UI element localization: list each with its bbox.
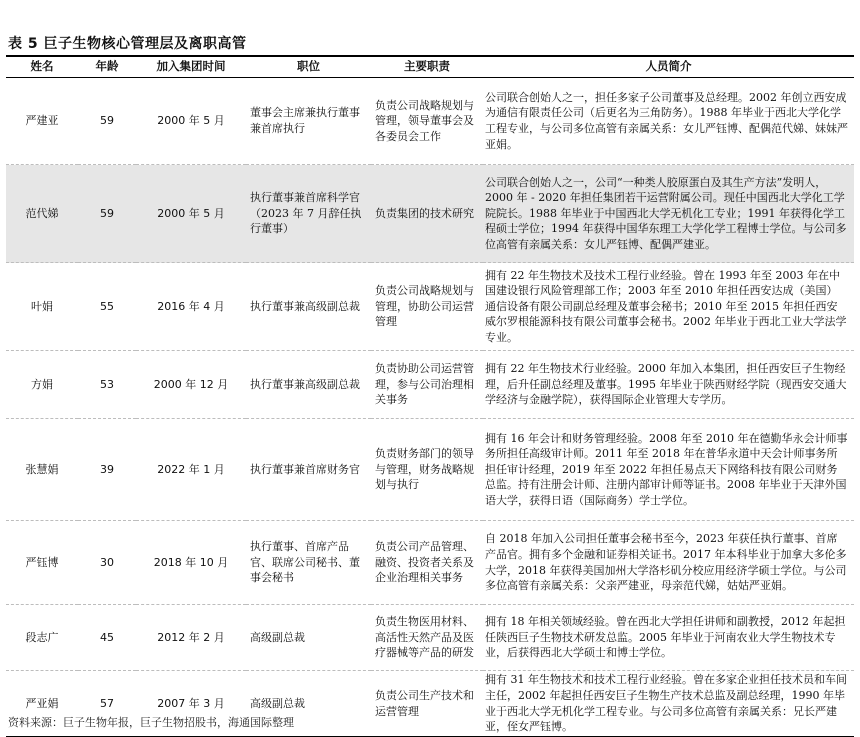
cell-duty: 负责财务部门的领导与管理，财务战略规划与执行 (371, 419, 483, 521)
cell-bio: 拥有 22 年生物技术及技术工程行业经验。曾在 1993 年至 2003 年在中国建设银行风险管理部工作；2003 年至 2010 年担任西安达成（美国）通信设备有限公司副总经理及董事会秘书；2010 年至 2015 年担任西安威尔罗根能源科技有限公司董事会秘书。2002 年毕业于西北工业大学法学专业。 (483, 263, 854, 351)
cell-name: 严建亚 (6, 78, 78, 165)
table-title: 表 5 巨子生物核心管理层及离职高管 (8, 36, 247, 52)
cell-duty: 负责公司产品管理、融资、投资者关系及企业治理相关事务 (371, 521, 483, 605)
header-name: 姓名 (6, 57, 78, 78)
cell-age: 55 (78, 263, 136, 351)
cell-age: 39 (78, 419, 136, 521)
cell-bio: 拥有 16 年会计和财务管理经验。2008 年至 2010 年在德勤华永会计师事务所担任高级审计师。2011 年至 2018 年在普华永道中天会计师事务所担任审计经理，2019 年至 2022 年担任易点天下网络科技有限公司财务总监。持有注册会计师、注册内部审计师等证书。2008 年毕业于天津外国语大学，获得日语（国际商务）学士学位。 (483, 419, 854, 521)
cell-joined: 2016 年 4 月 (136, 263, 246, 351)
cell-position: 执行董事兼高级副总裁 (246, 351, 371, 419)
management-table (6, 57, 854, 737)
table-row (6, 78, 854, 165)
cell-name: 严钰博 (6, 521, 78, 605)
cell-bio: 公司联合创始人之一，担任多家子公司董事及总经理。2002 年创立西安成为通信有限责任公司（后更名为三角防务）。1988 年毕业于西北大学化学工程专业，与公司多位高管有亲属关系：女儿严钰博、配偶范代娣、妹妹严亚娟。 (483, 78, 854, 165)
cell-bio: 拥有 31 年生物技术和技术工程行业经验。曾在多家企业担任技术员和车间主任，2002 年起担任西安巨子生物生产技术总监及副总经理，1990 年毕业于西北大学无机化学工程专业。与公司多位高管有亲属关系：兄长严建亚，侄女严钰博。 (483, 671, 854, 737)
cell-position: 高级副总裁 (246, 605, 371, 671)
header-joined: 加入集团时间 (136, 57, 246, 78)
cell-joined: 2022 年 1 月 (136, 419, 246, 521)
header-age: 年龄 (78, 57, 136, 78)
source-note: 资料来源：巨子生物年报，巨子生物招股书，海通国际整理 (8, 716, 294, 729)
cell-position: 执行董事兼首席科学官（2023 年 7 月辞任执行董事） (246, 165, 371, 263)
cell-name: 张慧娟 (6, 419, 78, 521)
cell-name: 段志广 (6, 605, 78, 671)
table-header-row (6, 57, 854, 78)
cell-duty: 负责集团的技术研究 (371, 165, 483, 263)
header-duty: 主要职责 (371, 57, 483, 78)
table-row (6, 419, 854, 521)
cell-bio: 公司联合创始人之一，公司“一种类人胶原蛋白及其生产方法”发明人，2000 年 - 2020 年担任集团若干运营附属公司。现任中国西北大学化工学院院长。1988 年毕业于中国西北大学无机化工专业；1991 年获得化学工程硕士学位；1994 年获得中国华东理工大学化学工程博士学位。与公司多位高管有亲属关系：女儿严钰博、配偶严建亚。 (483, 165, 854, 263)
cell-duty: 负责公司战略规划与管理，协助公司运营管理 (371, 263, 483, 351)
cell-joined: 2007 年 3 月 (136, 671, 246, 737)
cell-name: 方娟 (6, 351, 78, 419)
cell-duty: 负责公司生产技术和运营管理 (371, 671, 483, 737)
cell-duty: 负责协助公司运营管理，参与公司治理相关事务 (371, 351, 483, 419)
cell-age: 45 (78, 605, 136, 671)
cell-bio: 自 2018 年加入公司担任董事会秘书至今，2023 年获任执行董事、首席产品官。拥有多个金融和证券相关证书。2017 年本科毕业于加拿大多伦多大学，2018 年获得美国加州大学洛杉矶分校应用经济学硕士学位。与公司多位高管有亲属关系：父亲严建亚，母亲范代娣，姑姑严亚娟。 (483, 521, 854, 605)
cell-position: 高级副总裁 (246, 671, 371, 737)
cell-duty: 负责公司战略规划与管理，领导董事会及各委员会工作 (371, 78, 483, 165)
cell-age: 59 (78, 165, 136, 263)
cell-age: 57 (78, 671, 136, 737)
cell-bio: 拥有 18 年相关领域经验。曾在西北大学担任讲师和副教授，2012 年起担任陕西巨子生物技术研发总监。2005 年毕业于河南农业大学生物技术专业，后获得西北大学硕士和博士学位。 (483, 605, 854, 671)
table-row (6, 263, 854, 351)
cell-duty: 负责生物医用材料、高活性天然产品及医疗器械等产品的研发 (371, 605, 483, 671)
cell-age: 30 (78, 521, 136, 605)
cell-joined: 2018 年 10 月 (136, 521, 246, 605)
table-row (6, 521, 854, 605)
table-row (6, 605, 854, 671)
cell-age: 59 (78, 78, 136, 165)
header-bio: 人员简介 (483, 57, 854, 78)
cell-joined: 2000 年 12 月 (136, 351, 246, 419)
cell-joined: 2012 年 2 月 (136, 605, 246, 671)
cell-bio: 拥有 22 年生物技术行业经验。2000 年加入本集团，担任西安巨子生物经理，后升任副总经理及董事。1995 年毕业于陕西财经学院（现西安交通大学经济与金融学院），获得国际企业管理大专学历。 (483, 351, 854, 419)
table-row (6, 351, 854, 419)
cell-position: 执行董事、首席产品官、联席公司秘书、董事会秘书 (246, 521, 371, 605)
cell-joined: 2000 年 5 月 (136, 78, 246, 165)
table-row (6, 165, 854, 263)
cell-joined: 2000 年 5 月 (136, 165, 246, 263)
cell-age: 53 (78, 351, 136, 419)
cell-name: 叶娟 (6, 263, 78, 351)
header-position: 职位 (246, 57, 371, 78)
cell-position: 执行董事兼高级副总裁 (246, 263, 371, 351)
cell-position: 董事会主席兼执行董事兼首席执行 (246, 78, 371, 165)
cell-name: 范代娣 (6, 165, 78, 263)
cell-position: 执行董事兼首席财务官 (246, 419, 371, 521)
cell-name: 严亚娟 (6, 671, 78, 737)
